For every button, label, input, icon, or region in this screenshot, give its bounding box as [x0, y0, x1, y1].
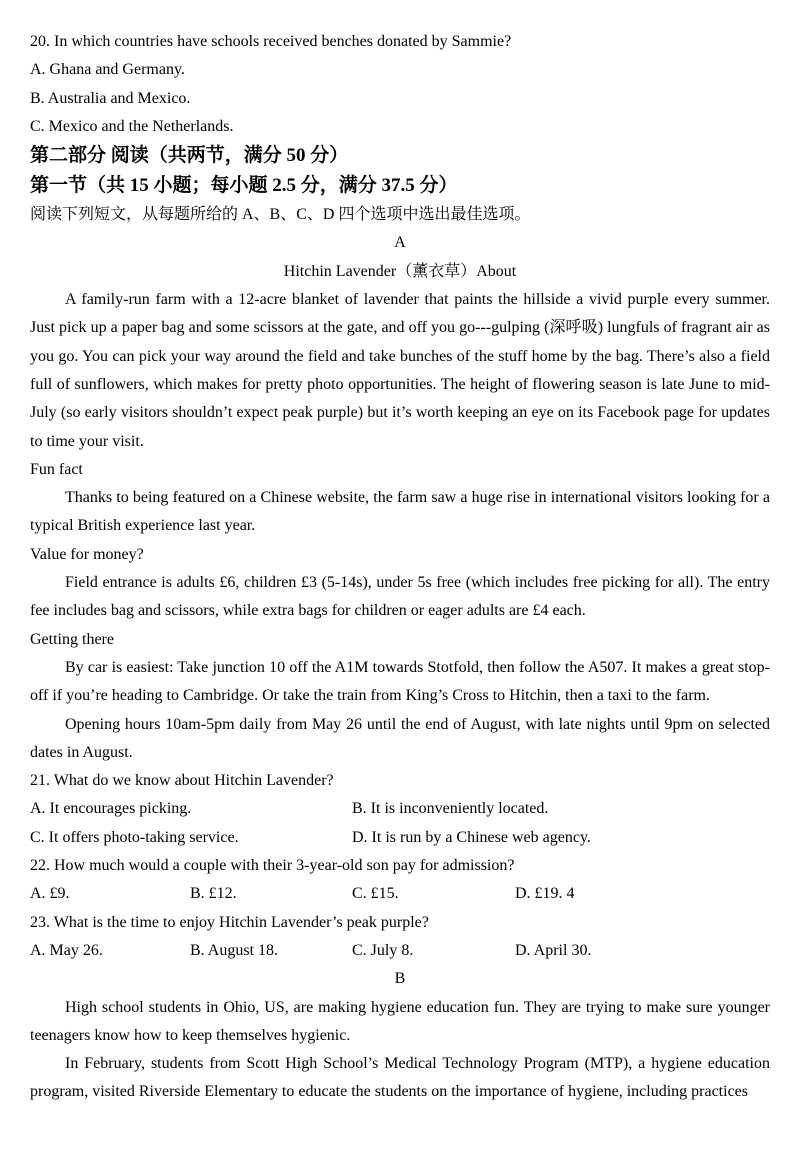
- question22-option-d: D. £19. 4: [515, 885, 575, 903]
- passage-a-fun-fact-paragraph: Thanks to being featured on a Chinese website, the farm saw a huge rise in international visitors looking for a typical British experience last year.: [30, 489, 770, 535]
- question20-option-c: C. Mexico and the Netherlands.: [30, 117, 234, 135]
- passage-a-getting-there-paragraph: By car is easiest: Take junction 10 off the A1M towards Stotfold, then follow the A507. It makes a great stop-off if you’re heading to Cambridge. Or take the train from King’s Cross to Hitchin, then a taxi to the farm.: [30, 658, 770, 705]
- passage-a-heading-fun-fact: Fun fact: [30, 460, 83, 478]
- passage-a-heading-getting-there: Getting there: [30, 630, 114, 648]
- passage-a-title: Hitchin Lavender（薰衣草）About: [283, 262, 517, 280]
- question20-option-b: B. Australia and Mexico.: [30, 89, 191, 107]
- passage-a-intro-paragraph: A family-run farm with a 12-acre blanket of lavender that paints the hillside a vivid purple every summer. Just pick up a paper bag and some scissors at the gate, and off you go---gulping (深呼吸) lungfuls of fragrant air as you go. You can pick your way around the field and take bunches of the stuff home by the bag. There’s also a field full of sunflowers, which makes for pretty photo opportunities. The height of flowering season is late June to mid-July (so early visitors shouldn’t expect peak purple) but it’s worth keeping an eye on its Facebook page for updates to time your visit.: [30, 291, 770, 450]
- section-instructions: 阅读下列短文，从每题所给的 A、B、C、D 四个选项中选出最佳选项。: [30, 206, 531, 224]
- question22-options-row: [30, 880, 770, 908]
- question23-option-c: C. July 8.: [352, 941, 414, 959]
- passage-a-heading-value-for-money: Value for money?: [30, 545, 144, 563]
- question21-stem: 21. What do we know about Hitchin Lavender?: [30, 772, 334, 790]
- question21-option-d: D. It is run by a Chinese web agency.: [352, 828, 591, 846]
- passage-b-paragraph-1: High school students in Ohio, US, are making hygiene education fun. They are trying to make sure younger teenagers know how to keep themselves hygienic.: [30, 998, 770, 1044]
- question23-option-b: B. August 18.: [190, 941, 279, 959]
- question23-option-d: D. April 30.: [515, 941, 592, 959]
- question23-stem: 23. What is the time to enjoy Hitchin Lavender’s peak purple?: [30, 913, 429, 931]
- question21-option-b: B. It is inconveniently located.: [352, 800, 549, 818]
- part2-section-header: 第二部分 阅读（共两节，满分 50 分）: [30, 145, 349, 167]
- question20-stem: 20. In which countries have schools received benches donated by Sammie?: [30, 33, 512, 50]
- question22-option-c: C. £15.: [352, 885, 399, 903]
- section1-header: 第一节（共 15 小题；每小题 2.5 分，满分 37.5 分）: [30, 175, 458, 197]
- question22-stem: 22. How much would a couple with their 3-year-old son pay for admission?: [30, 857, 515, 875]
- passage-b-label: B: [394, 970, 406, 988]
- passage-a-value-paragraph: Field entrance is adults £6, children £3 (5-14s), under 5s free (which includes free picking for all). The entry fee includes bag and scissors, while extra bags for children or eager adults are £4 each.: [30, 574, 770, 620]
- question22-option-a: A. £9.: [30, 885, 70, 903]
- question23-option-a: A. May 26.: [30, 941, 103, 959]
- question21-options-row1: [30, 795, 770, 823]
- passage-b-paragraph-2: In February, students from Scott High School’s Medical Technology Program (MTP), a hygiene education program, visited Riverside Elementary to educate the students on the importance of hygiene, including practices: [30, 1055, 770, 1101]
- passage-a-opening-hours-paragraph: Opening hours 10am-5pm daily from May 26 until the end of August, with late nights until 9pm on selected dates in August.: [30, 715, 770, 761]
- question21-option-c: C. It offers photo-taking service.: [30, 828, 239, 846]
- question22-option-b: B. £12.: [190, 885, 237, 903]
- passage-a-label: A: [394, 234, 406, 252]
- question21-options-row2: [30, 824, 770, 852]
- question23-options-row: [30, 937, 770, 965]
- question20-option-a: A. Ghana and Germany.: [30, 61, 185, 79]
- question21-option-a: A. It encourages picking.: [30, 800, 192, 818]
